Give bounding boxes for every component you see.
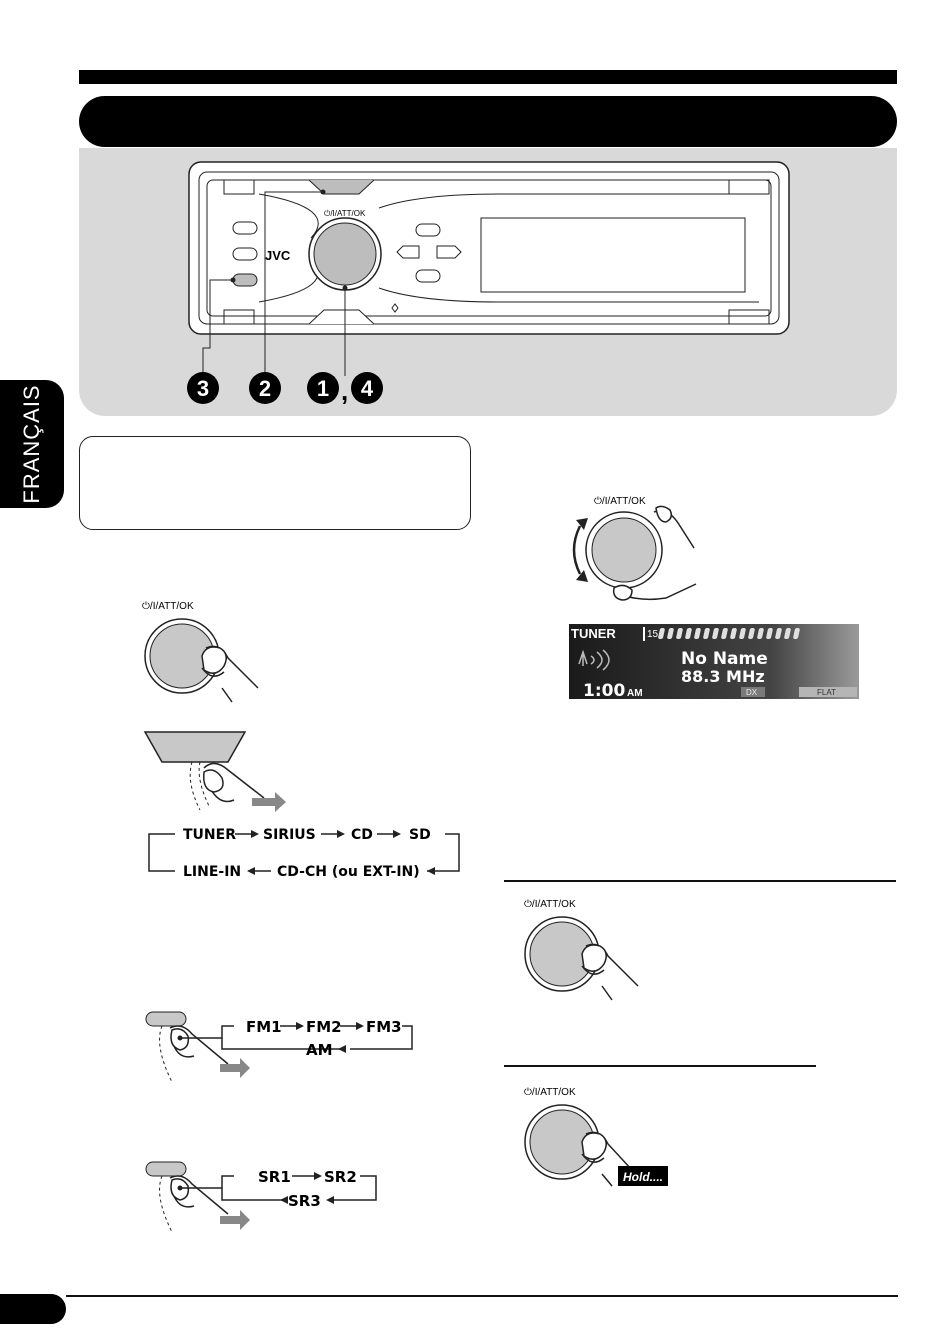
band-sr2: SR2: [324, 1168, 357, 1186]
callout-3: [187, 372, 219, 404]
knob-label: ⏻/I/ATT/OK: [524, 1087, 576, 1098]
source-tuner: TUNER: [183, 827, 236, 843]
source-cd: CD: [351, 827, 373, 843]
lcd-clock: 1:00: [583, 681, 626, 699]
band-fm2: FM2: [306, 1018, 342, 1036]
band-sr1: SR1: [258, 1168, 291, 1186]
knob-label: ⏻/I/ATT/OK: [142, 601, 194, 612]
source-sirius: SIRIUS: [263, 827, 316, 843]
svg-text:2: 2: [258, 376, 272, 401]
callout-2: [249, 372, 281, 404]
note-box: [79, 436, 471, 530]
band-am: AM: [306, 1041, 333, 1059]
knob-press-illustration: [130, 596, 280, 706]
fm-band-cycle: [140, 1006, 420, 1086]
footer-rule: [66, 1295, 898, 1297]
band-fm3: FM3: [366, 1018, 402, 1036]
knob-label: ⏻/I/ATT/OK: [594, 496, 646, 507]
section-title-bar: [79, 96, 897, 147]
knob-label: ⏻/I/ATT/OK: [524, 899, 576, 910]
callout-1: [307, 372, 339, 404]
svg-text:1: 1: [316, 376, 330, 401]
lcd-dx-indicator: DX: [746, 688, 758, 697]
band-sr3: SR3: [288, 1192, 321, 1210]
lcd-station-name: No Name: [681, 649, 768, 669]
section-rule: [504, 880, 896, 882]
svg-text:3: 3: [196, 376, 210, 401]
lcd-source: TUNER: [571, 626, 616, 641]
source-cycle-diagram: [145, 818, 465, 888]
section-rule: [504, 1065, 816, 1067]
lcd-display: [569, 624, 859, 699]
knob-label: ⏻/I/ATT/OK: [324, 209, 366, 218]
callout-separator: ,: [341, 376, 349, 406]
hold-label: Hold....: [623, 1170, 663, 1184]
sirius-band-cycle: [140, 1156, 400, 1236]
lcd-clock-suffix: AM: [627, 688, 643, 699]
lcd-eq-indicator: FLAT: [817, 688, 836, 697]
band-fm1: FM1: [246, 1018, 282, 1036]
source-cd-ch: CD-CH (ou EXT-IN): [277, 864, 420, 880]
lcd-preset: 15: [647, 629, 659, 640]
source-line-in: LINE-IN: [183, 864, 242, 880]
svg-text:4: 4: [360, 376, 374, 401]
src-button-illustration: [140, 728, 300, 812]
language-tab: [0, 380, 64, 508]
source-sd: SD: [409, 827, 431, 843]
car-receiver-faceplate: [79, 148, 897, 416]
knob-hold-illustration: [510, 1080, 680, 1190]
brand-logo: JVC: [265, 248, 291, 263]
page-number-tab: [0, 1294, 66, 1324]
header-rule: [79, 70, 897, 84]
knob-press-illustration-2: [510, 894, 660, 1004]
language-label: FRANÇAIS: [19, 384, 44, 504]
knob-rotate-illustration: [560, 490, 710, 610]
callout-4: [351, 372, 383, 404]
lcd-frequency: 88.3 MHz: [681, 667, 765, 686]
